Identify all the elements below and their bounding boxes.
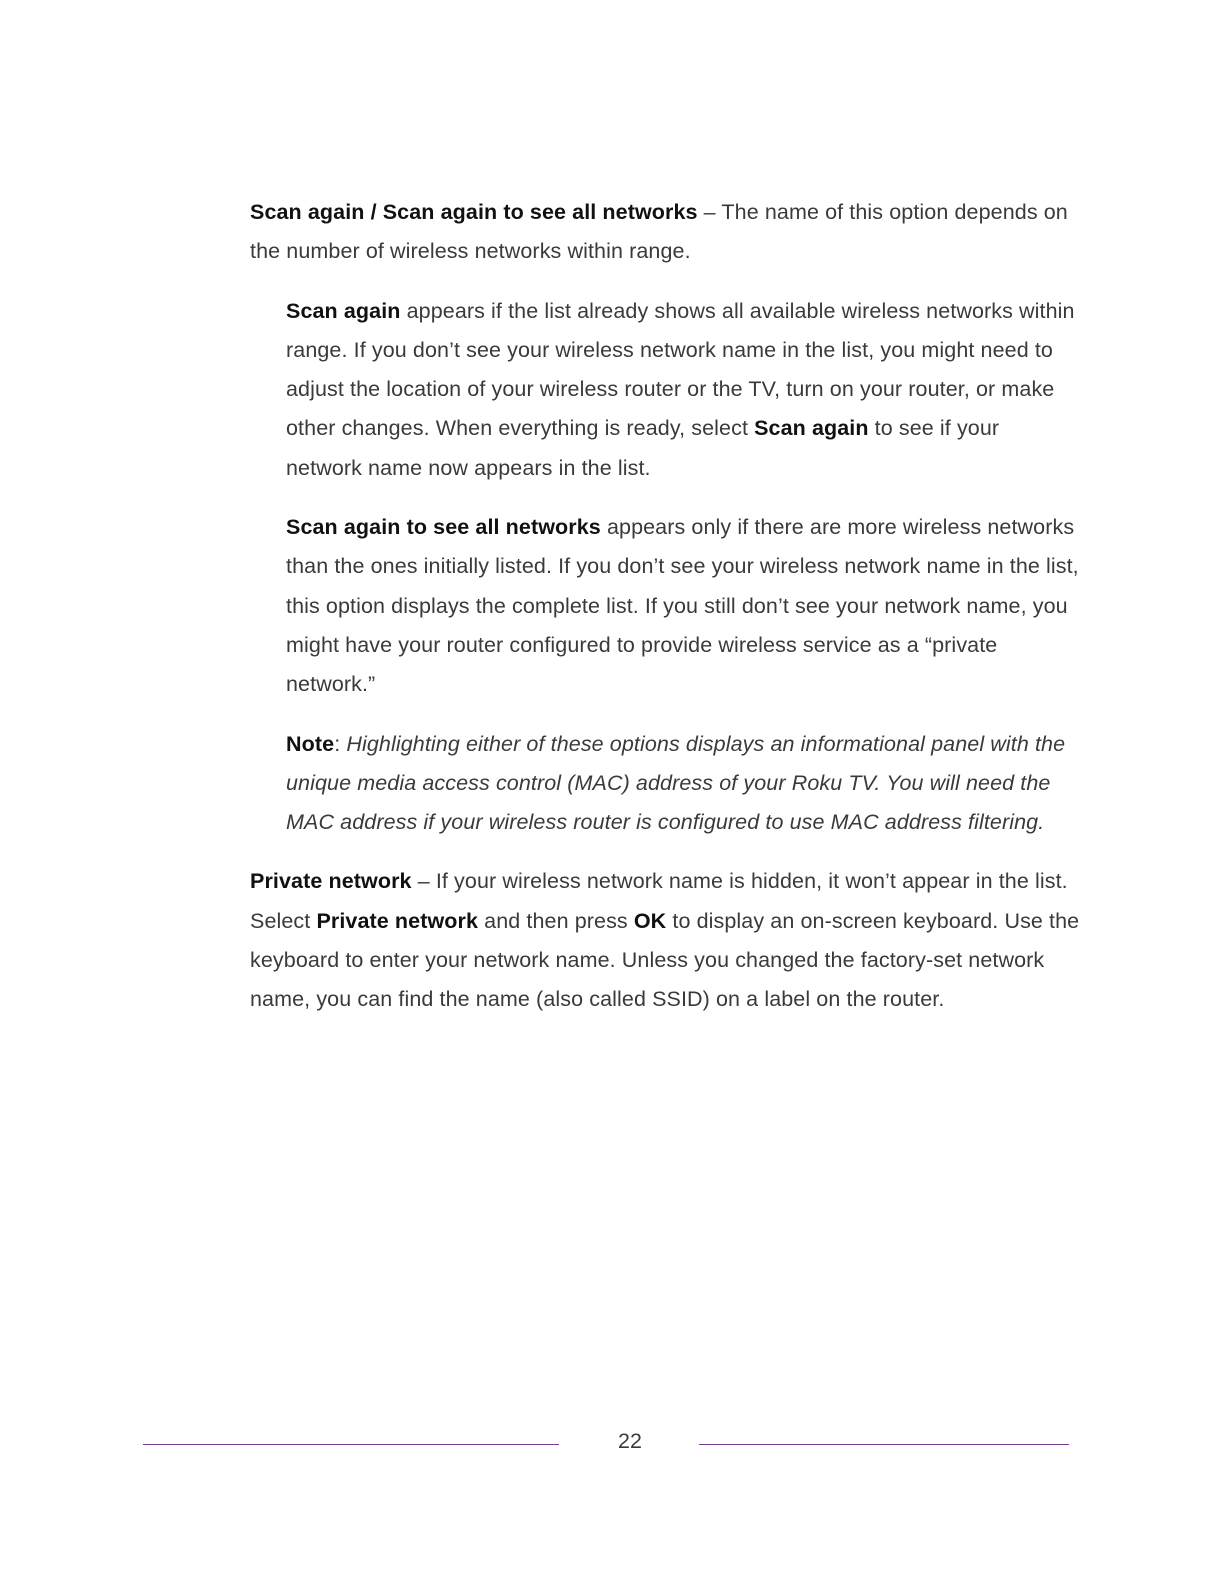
private-network-text-1: – If your wireless network name is hidden, it won’t appear in the list. Select bbox=[250, 869, 1068, 933]
private-network-text-2: and then press bbox=[478, 908, 634, 933]
scan-all-paragraph bbox=[286, 508, 1080, 704]
scan-all-text: appears only if there are more wireless networks than the ones initially listed. If you don’t see your wireless network name in the list, this option displays the complete list. If you still don’t see your network name, you might have your router configured to provide wireless service as a “private network.” bbox=[286, 515, 1079, 697]
private-network-paragraph bbox=[250, 862, 1080, 1019]
note-colon: : bbox=[334, 731, 347, 756]
scan-again-text-1: appears if the list already shows all available wireless networks within range. If you don’t see your wireless network name in the list, you might need to adjust the location of your wireless router or the TV, turn on your router, or make other changes. When everything is ready, select bbox=[286, 298, 1075, 441]
page-content bbox=[250, 193, 1080, 1020]
private-network-term-2: Private network bbox=[316, 908, 479, 933]
note-label: Note bbox=[286, 731, 335, 756]
footer-rule-left bbox=[143, 1444, 559, 1445]
footer-rule-right bbox=[699, 1444, 1069, 1445]
private-network-term: Private network bbox=[250, 869, 412, 894]
page-number: 22 bbox=[618, 1429, 642, 1453]
scan-again-term: Scan again bbox=[286, 298, 401, 323]
ok-key: OK bbox=[633, 908, 667, 933]
scan-options-paragraph bbox=[250, 193, 1080, 272]
scan-all-term: Scan again to see all networks bbox=[286, 515, 601, 540]
scan-again-term-2: Scan again bbox=[754, 416, 869, 441]
page-footer bbox=[0, 1425, 1224, 1465]
scan-options-title: Scan again / Scan again to see all networks bbox=[250, 200, 698, 224]
scan-options-description: – The name of this option depends on the number of wireless networks within range. bbox=[250, 200, 1068, 264]
private-network-text-3: to display an on-screen keyboard. Use the keyboard to enter your network name. Unless you changed the factory-set network name, you can find the name (also called SSID) on a label on the router. bbox=[250, 908, 1080, 1012]
note-paragraph bbox=[286, 725, 1080, 843]
scan-again-paragraph bbox=[286, 292, 1080, 488]
note-text: Highlighting either of these options displays an informational panel with the unique media access control (MAC) address of your Roku TV. You will need the MAC address if your wireless router is configured to use MAC address filtering. bbox=[286, 731, 1066, 835]
scan-again-text-2: to see if your network name now appears in the list. bbox=[286, 416, 1000, 480]
